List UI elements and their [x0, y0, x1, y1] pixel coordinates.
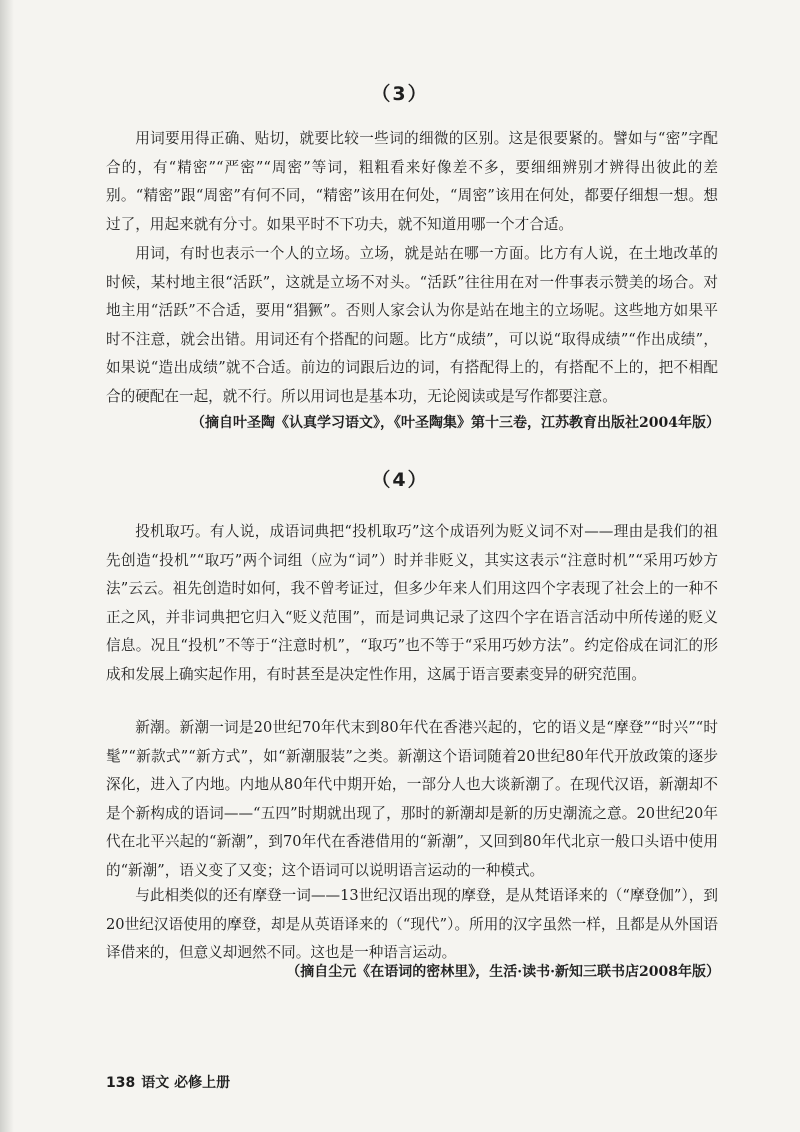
section3-source-citation: （摘自叶圣陶《认真学习语文》，《叶圣陶集》第十三卷，江苏教育出版社2004年版） [191, 415, 720, 431]
section-heading-3: （3） [371, 83, 429, 105]
section3-paragraph-1: 用词要用得正确、贴切，就要比较一些词的细微的区别。这是很要紧的。譬如与“密”字配合的，有“精密”“严密”“周密”等词，粗粗看来好像差不多，要细细辨别才辨得出彼此的差别。“精密”跟“周密”有何不同，“精密”该用在何处，“周密”该用在何处，都要仔细想一想。想过了，用起来就有分寸。如果平时不下功夫，就不知道用哪一个才合适。 [106, 130, 718, 233]
page-edge-shadow [0, 0, 14, 1132]
page-footer [106, 1072, 230, 1092]
section4-paragraph-2: 新潮。新潮一词是20世纪70年代末到80年代在香港兴起的，它的语义是“摩登”“时兴”“时髦”“新款式”“新方式”，如“新潮服装”之类。新潮这个语词随着20世纪80年代开放政策的逐步深化，进入了内地。内地从80年代中期开始，一部分人也大谈新潮了。在现代汉语，新潮却不是个新构成的语词——“五四”时期就出现了，那时的新潮却是新的历史潮流之意。20世纪20年代在北平兴起的“新潮”，到70年代在香港借用的“新潮”，又回到80年代北京一般口头语中使用的“新潮”，语义变了又变；这个语词可以说明语言运动的一种模式。 [106, 719, 718, 879]
section4-paragraph-3: 与此相类似的还有摩登一词——13世纪汉语出现的摩登，是从梵语译来的（“摩登伽”），到20世纪汉语使用的摩登，却是从英语译来的（“现代”）。所用的汉字虽然一样，且都是从外国语译借来的，但意义却迥然不同。这也是一种语言运动。 [106, 887, 718, 961]
section4-paragraph-1: 投机取巧。有人说，成语词典把“投机取巧”这个成语列为贬义词不对——理由是我们的祖先创造“投机”“取巧”两个词组（应为“词”）时并非贬义，其实这表示“注意时机”“采用巧妙方法”云云。祖先创造时如何，我不曾考证过，但多少年来人们用这四个字表现了社会上的一种不正之风，并非词典把它归入“贬义范围”，而是词典记录了这四个字在语言活动中所传递的贬义信息。况且“投机”不等于“注意时机”，“取巧”也不等于“采用巧妙方法”。约定俗成在词汇的形成和发展上确实起作用，有时甚至是决定性作用，这属于语言要素变异的研究范围。 [106, 523, 718, 683]
page-number: 138 [106, 1075, 136, 1091]
section-heading-4: （4） [371, 469, 429, 491]
section3-paragraph-2: 用词，有时也表示一个人的立场。立场，就是站在哪一方面。比方有人说，在土地改革的时候，某村地主很“活跃”，这就是立场不对头。“活跃”往往用在对一件事表示赞美的场合。对地主用“活跃”不合适，要用“猖獗”。否则人家会认为你是站在地主的立场呢。这些地方如果平时不注意，就会出错。用词还有个搭配的问题。比方“成绩”，可以说“取得成绩”“作出成绩”，如果说“造出成绩”就不合适。前边的词跟后边的词，有搭配得上的，有搭配不上的，把不相配合的硬配在一起，就不行。所以用词也是基本功，无论阅读或是写作都要注意。 [106, 245, 718, 405]
book-title: 语文 必修上册 [141, 1075, 231, 1091]
section4-source-citation: （摘自尘元《在语词的密林里》，生活·读书·新知三联书店2008年版） [286, 964, 720, 980]
